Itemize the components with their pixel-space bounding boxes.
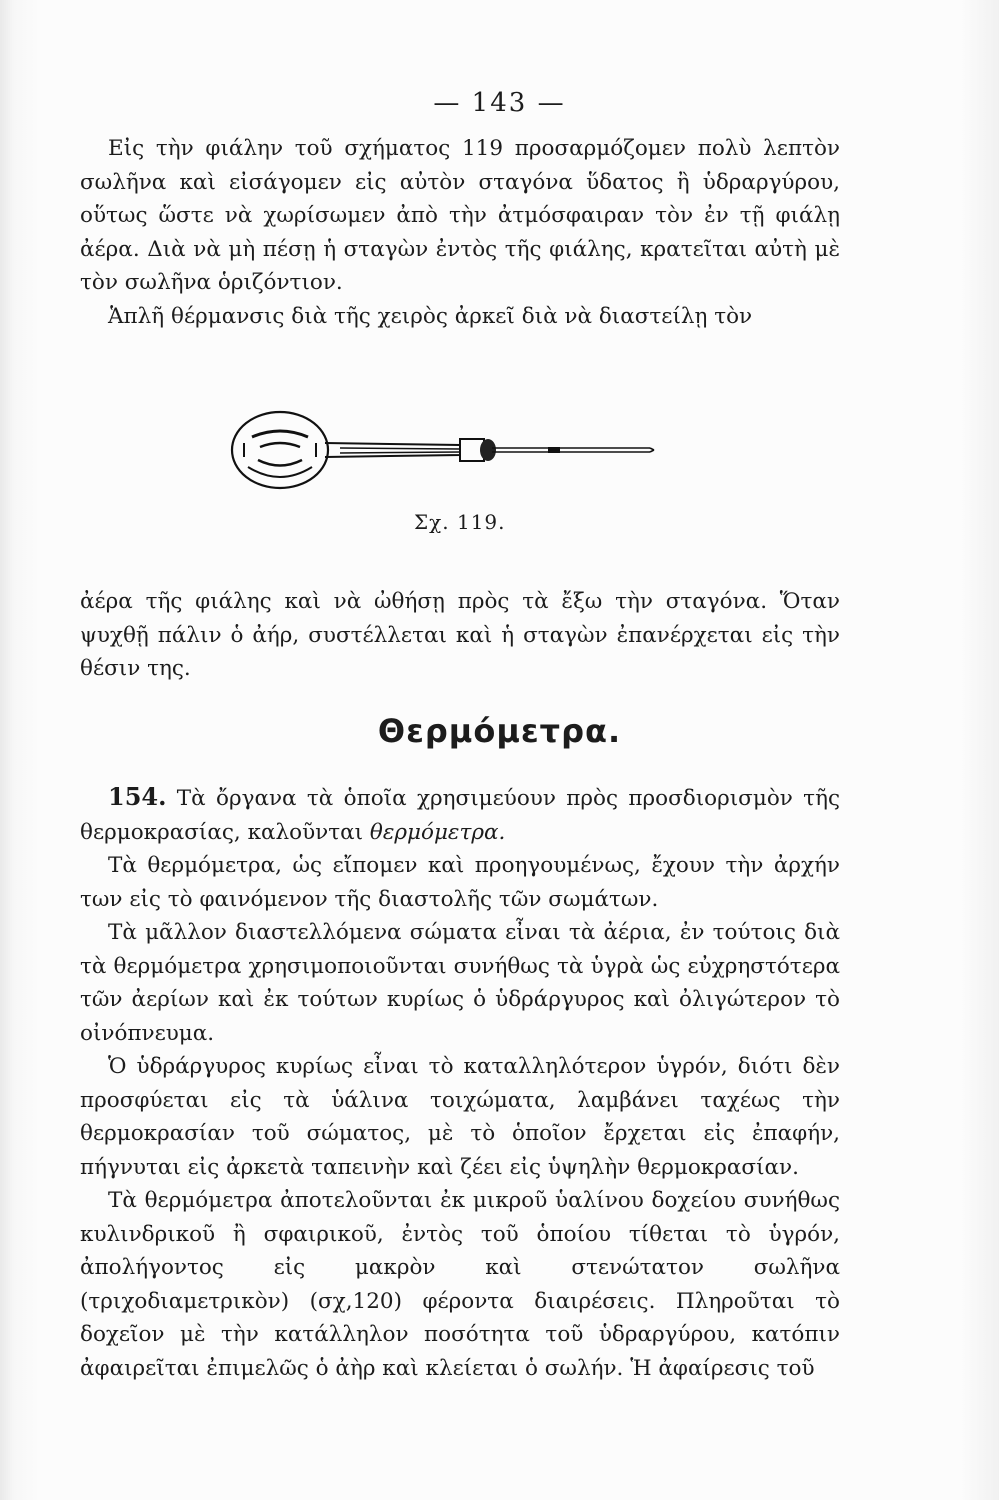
text-block-top	[80, 132, 840, 333]
paragraph-thermometer-construction: Τὰ θερμόμετρα ἀποτελοῦνται ἐκ μικροῦ ὑαλίνου δοχείου συνήθως κυλινδρικοῦ ἢ σφαιρικοῦ, ἐντὸς τοῦ ὁποίου τίθεται τὸ ὑγρόν, ἀπολήγοντος εἰς μακρὸν καὶ στενώτατον σωλῆνα (τριχοδιαμετρικὸν) (σχ,120) φέροντα διαιρέσεις. Πληροῦται τὸ δοχεῖον μὲ τὴν κατάλληλον ποσότητα τοῦ ὑδραργύρου, κατόπιν ἀφαιρεῖται ἐπιμελῶς ὁ ἀὴρ καὶ κλείεται ὁ σωλήν. Ἡ ἀφαίρεσις τοῦ	[80, 1188, 840, 1381]
paragraph-expanding-bodies: Τὰ μᾶλλον διαστελλόμενα σώματα εἶναι τὰ ἀέρια, ἐν τούτοις διὰ τὰ θερμόμετρα χρησιμοποιοῦνται συνήθως τὰ ὑγρὰ ὡς εὐχρηστότερα τῶν ἀερίων καὶ ἐκ τούτων κυρίως ὁ ὑδράργυρος καὶ ὀλιγώτερον τὸ οἰνόπνευμα.	[80, 920, 840, 1046]
page-number: — 143 —	[433, 88, 566, 118]
text-block-middle	[80, 585, 840, 686]
paragraph-air-expansion: ἀέρα τῆς φιάλης καὶ νὰ ὠθήσῃ πρὸς τὰ ἔξω τὴν σταγόνα. Ὅταν ψυχθῇ πάλιν ὁ ἀήρ, συστέλλεται καὶ ἡ σταγὼν ἐπανέρχεται εἰς τὴν θέσιν της.	[80, 589, 840, 681]
paragraph-154	[80, 780, 840, 849]
paragraph-thermometer-principle: Τὰ θερμόμετρα, ὡς εἴπομεν καὶ προηγουμένως, ἔχουν τὴν ἀρχήν των εἰς τὸ φαινόμενον τῆς διαστολῆς τῶν σωμάτων.	[80, 853, 840, 912]
figure-caption: Σχ. 119.	[414, 510, 506, 534]
term-thermometers: θερμόμετρα.	[369, 819, 506, 845]
section-number: 154.	[108, 782, 167, 811]
paragraph-flask-setup: Εἰς τὴν φιάλην τοῦ σχήματος 119 προσαρμόζομεν πολὺ λεπτὸν σωλῆνα καὶ εἰσάγομεν εἰς αὐτὸν σταγόνα ὕδατος ἢ ὑδραργύρου, οὕτως ὥστε νὰ χωρίσωμεν ἀπὸ τὴν ἀτμόσφαιραν τὸν ἐν τῇ φιάλῃ ἀέρα. Διὰ νὰ μὴ πέσῃ ἡ σταγὼν ἐντὸς τῆς φιάλης, κρατεῖται αὐτὴ μὲ τὸν σωλῆνα ὁριζόντιον.	[80, 136, 840, 295]
paragraph-hand-heating: Ἁπλῆ θέρμανσις διὰ τῆς χειρὸς ἀρκεῖ διὰ νὰ διαστείλῃ τὸν	[108, 303, 753, 329]
text-block-bottom	[80, 780, 840, 1385]
figure-119-flask-illustration	[230, 405, 670, 505]
section-heading: Θερμόμετρα.	[377, 712, 622, 750]
paragraph-154-text: Τὰ ὄργανα τὰ ὁποῖα χρησιμεύουν πρὸς προσδιορισμὸν τῆς θερμοκρασίας, καλοῦνται	[80, 786, 840, 845]
paragraph-mercury: Ὁ ὑδράργυρος κυρίως εἶναι τὸ καταλληλότερον ὑγρόν, διότι δὲν προσφύεται εἰς τὰ ὑάλινα τοιχώματα, λαμβάνει ταχέως τὴν θερμοκρασίαν τοῦ σώματος, μὲ τὸ ὁποῖον ἔρχεται εἰς ἐπαφήν, πήγνυται εἰς ἀρκετὰ ταπεινὴν καὶ ζέει εἰς ὑψηλὴν θερμοκρασίαν.	[80, 1054, 840, 1180]
